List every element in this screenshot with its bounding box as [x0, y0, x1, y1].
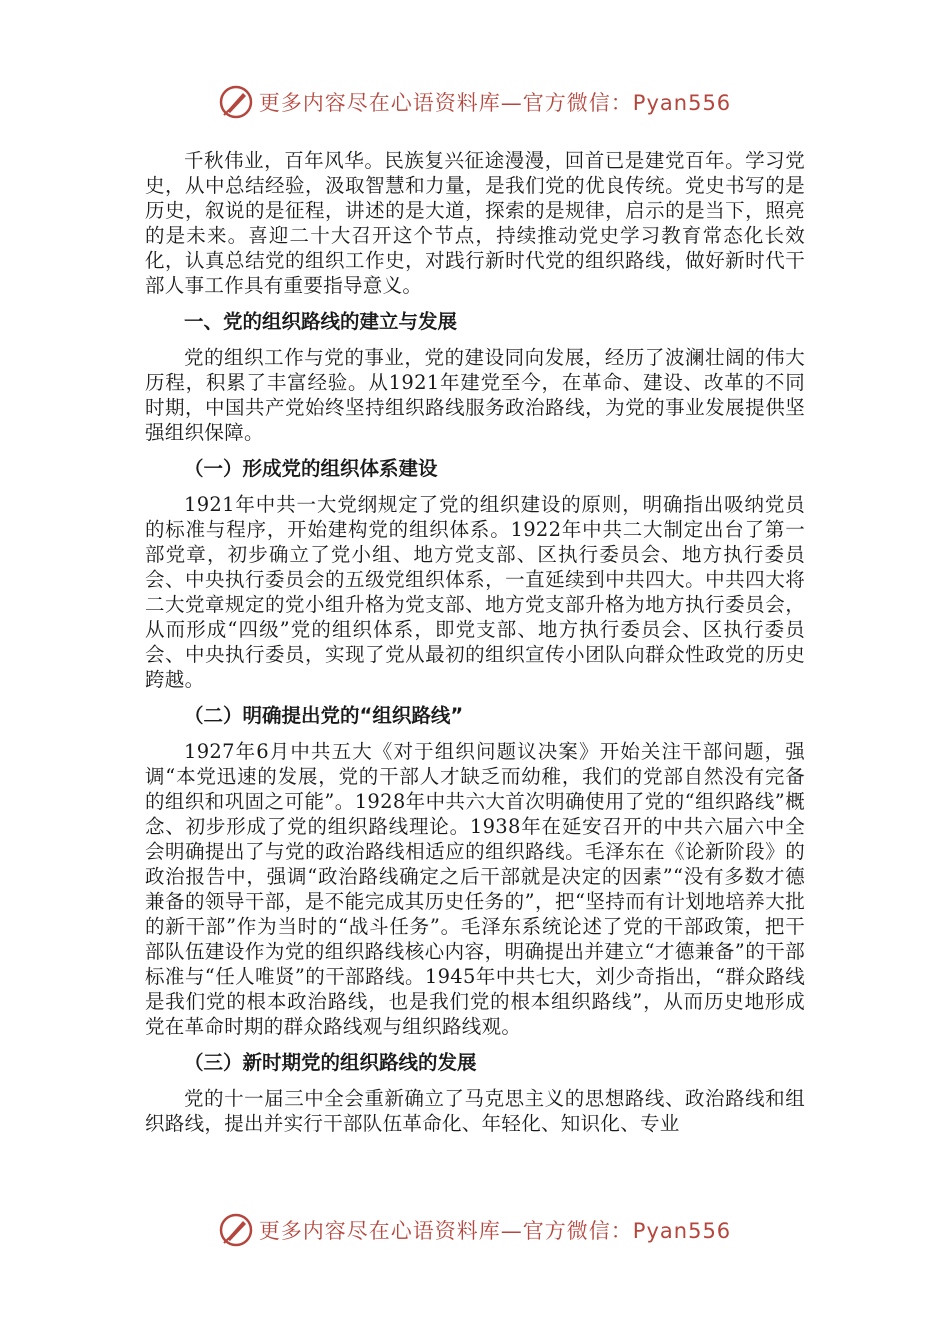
subsection-heading-3: （三）新时期党的组织路线的发展 — [184, 1051, 477, 1074]
subsection-3-paragraph: 党的十一届三中全会重新确立了马克思主义的思想路线、政治路线和组织路线，提出并实行干部队伍革命化、年轻化、知识化、专业 — [145, 1087, 805, 1135]
quill-logo-icon — [219, 85, 253, 119]
quill-logo-icon — [219, 1213, 253, 1247]
article-body — [145, 148, 805, 1136]
section-1-paragraph: 党的组织工作与党的事业，党的建设同向发展，经历了波澜壮阔的伟大历程，积累了丰富经验。从1921年建党至今，在革命、建设、改革的不同时期，中国共产党始终坚持组织路线服务政治路线，为党的事业发展提供坚强组织保障。 — [145, 346, 805, 444]
header-watermark-text: 更多内容尽在心语资料库—官方微信：Pyan556 — [258, 91, 732, 115]
footer-watermark-text: 更多内容尽在心语资料库—官方微信：Pyan556 — [258, 1219, 732, 1243]
footer-watermark-banner — [0, 1208, 950, 1252]
subsection-1-paragraph: 1921年中共一大党纲规定了党的组织建设的原则，明确指出吸纳党员的标准与程序，开始建构党的组织体系。1922年中共二大制定出台了第一部党章，初步确立了党小组、地方党支部、区执行委员会、地方执行委员会、中央执行委员会的五级党组织体系，一直延续到中共四大。中共四大将二大党章规定的党小组升格为党支部、地方党支部升格为地方执行委员会，从而形成“四级”党的组织体系，即党支部、地方执行委员会、区执行委员会、中央执行委员，实现了党从最初的组织宣传小团队向群众性政党的历史跨越。 — [145, 493, 805, 691]
intro-paragraph: 千秋伟业，百年风华。民族复兴征途漫漫，回首已是建党百年。学习党史，从中总结经验，汲取智慧和力量，是我们党的优良传统。党史书写的是历史，叙说的是征程，讲述的是大道，探索的是规律，启示的是当下，照亮的是未来。喜迎二十大召开这个节点，持续推动党史学习教育常态化长效化，认真总结党的组织工作史，对践行新时代党的组织路线，做好新时代干部人事工作具有重要指导意义。 — [145, 149, 805, 297]
subsection-2-paragraph: 1927年6月中共五大《对于组织问题议决案》开始关注干部问题，强调“本党迅速的发展，党的干部人才缺乏而幼稚，我们的党部自然没有完备的组织和巩固之可能”。1928年中共六大首次明确使用了党的“组织路线”概念、初步形成了党的组织路线理论。1938年在延安召开的中共六届六中全会明确提出了与党的政治路线相适应的组织路线。毛泽东在《论新阶段》的政治报告中，强调“政治路线确定之后干部就是决定的因素”“没有多数才德兼备的领导干部，是不能完成其历史任务的”，把“坚持而有计划地培养大批的新干部”作为当时的“战斗任务”。毛泽东系统论述了党的干部政策，把干部队伍建设作为党的组织路线核心内容，明确提出并建立“才德兼备”的干部标准与“任人唯贤”的干部路线。1945年中共七大，刘少奇指出，“群众路线是我们党的根本政治路线，也是我们党的根本组织路线”，从而历史地形成党在革命时期的群众路线观与组织路线观。 — [145, 740, 805, 1038]
header-watermark-banner — [0, 80, 950, 124]
subsection-heading-2: （二）明确提出党的“组织路线” — [184, 704, 464, 727]
subsection-heading-1: （一）形成党的组织体系建设 — [184, 457, 438, 480]
section-heading-1: 一、党的组织路线的建立与发展 — [184, 310, 458, 333]
